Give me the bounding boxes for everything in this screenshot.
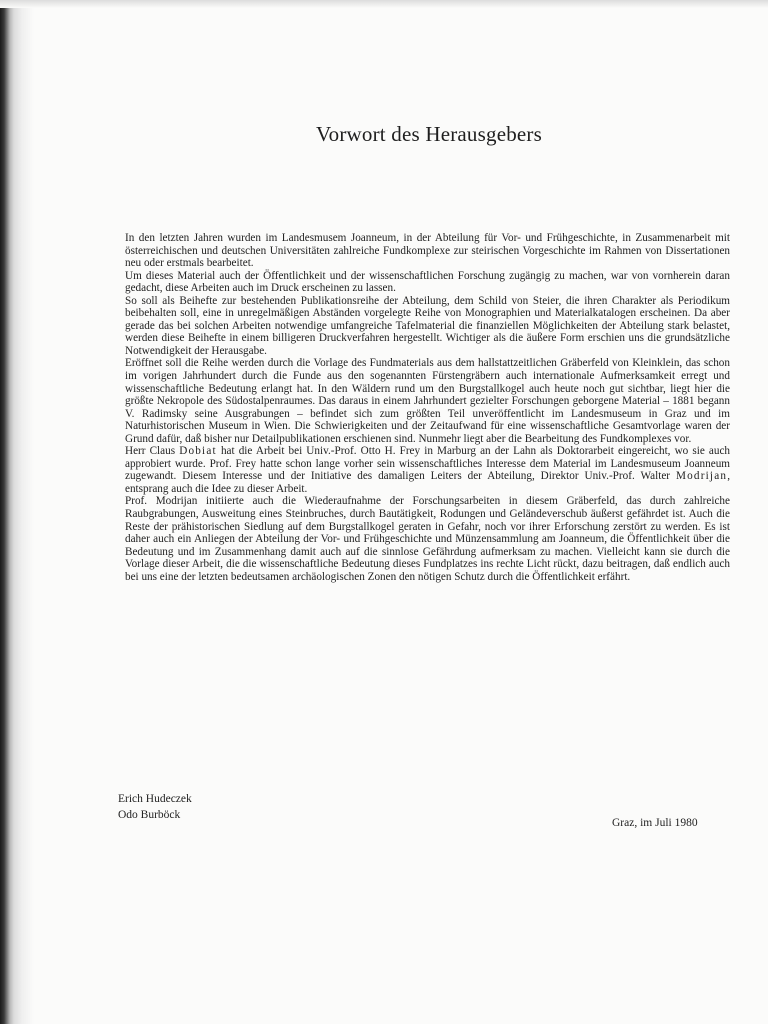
body-paragraph: [125, 357, 730, 445]
body-paragraph: [125, 270, 730, 295]
body-paragraph: [125, 495, 730, 583]
spaced-name: Dobiat: [179, 445, 217, 458]
paragraph-text: Herr Claus: [125, 445, 180, 458]
signatories-block: [118, 791, 192, 823]
page-title: Vorwort des Herausgebers: [315, 122, 543, 146]
paragraph-text: Eröffnet soll die Reihe werden durch die Vorlage des Fundmaterials aus dem hallstattzeitlichen Gräberfeld von Kleinklein, das schon im vorigen Jahrhundert durch die Funde aus den sogenannten Fürstengräbern auch internationale Aufmerksamkeit erregt und wissenschaftliche Bedeutung erlangt hat. In den Wäldern rund um den Burgstallkogel auch heute noch gut sichtbar, liegt hier die größte Nekropole des Südostalpenraumes. Das daraus in einem Jahrhundert gezielter Forschungen geborgene Material – 1881 begann V. Radimsky seine Ausgrabungen – befindet sich zum größten Teil unveröffentlicht im Landesmuseum in Graz und im Naturhistorischen Museum in Wien. Die Schwierigkeiten und der Zeitaufwand für eine wissenschaftliche Gesamtvorlage waren der Grund dafür, daß bisher nur Detailpublikationen erschienen sind. Nunmehr liegt aber die Bearbeitung des Fundkomplexes vor.: [125, 357, 730, 445]
paragraph-text: Um dieses Material auch der Öffentlichkeit und der wissenschaftlichen Forschung zugängig zu machen, war von vornherein daran gedacht, diese Arbeiten auch im Druck erscheinen zu lassen.: [125, 269, 730, 295]
page-top-shade: [0, 0, 768, 8]
place-and-date: Graz, im Juli 1980: [612, 817, 698, 829]
paragraph-text: hat die Arbeit bei Univ.-Prof. Otto H. Frey in Marburg an der Lahn als Doktorarbeit eingereicht, wo sie auch approbiert wurde. Prof. Frey hatte schon lange vorher sein wissenschaftliches Interesse dem Material im Landesmuseum Joanneum zugewandt. Diesem Interesse und der Initiative des damaligen Leiters der Abteilung, Direktor Univ.-Prof. Walter: [125, 445, 730, 483]
body-paragraph: [125, 445, 730, 495]
signatory-name: Odo Burböck: [118, 809, 181, 821]
spaced-name: Modrijan: [675, 470, 728, 483]
body-paragraph: [125, 232, 730, 270]
paragraph-text: So soll als Beihefte zur bestehenden Publikationsreihe der Abteilung, dem Schild von Steier, die ihren Charakter als Periodikum beibehalten soll, eine in unregelmäßigen Abständen vorgelegte Reihe von Monographien und Materialkatalogen erscheinen. Da aber gerade das bei solchen Arbeiten notwendige umfangreiche Tafelmaterial die finanziellen Möglichkeiten der Abteilung stark belastet, werden diese Beihefte in einem billigeren Druckverfahren hergestellt. Wichtiger als die äußere Form erschien uns die grundsätzliche Notwendigkeit der Herausgabe.: [125, 294, 730, 357]
body-paragraph: [125, 295, 730, 358]
foreword-body: [125, 232, 730, 583]
paragraph-text: Prof. Modrijan initiierte auch die Wiederaufnahme der Forschungsarbeiten in diesem Gräberfeld, das durch zahlreiche Raubgrabungen, Ausweitung eines Steinbruches, durch Bautätigkeit, Rodungen und Geländeverschub äußerst gefährdet ist. Auch die Reste der prähistorischen Siedlung auf dem Burgstallkogel geraten in Gefahr, noch vor ihrer Erforschung zerstört zu werden. Es ist daher auch ein Anliegen der Abteilung der Vor- und Frühgeschichte und Münzensammlung am Joanneum, die Öffentlichkeit über die Bedeutung und im Zusammenhang damit auch auf die sinnlose Gefährdung aufmerksam zu machen. Vielleicht kann sie durch die Vorlage dieser Arbeit, die die wissenschaftliche Bedeutung dieses Fundplatzes ins rechte Licht rückt, dazu beitragen, daß endlich auch bei uns eine der letzten bedeutsamen archäologischen Zonen den nötigen Schutz durch die Öffentlichkeit erfährt.: [125, 495, 730, 583]
signatory-name: Erich Hudeczek: [118, 793, 192, 805]
book-binding-shadow: [0, 0, 34, 1024]
paragraph-text: In den letzten Jahren wurden im Landesmusem Joanneum, in der Abteilung für Vor- und Frühgeschichte, in Zusammenarbeit mit österreichischen und deutschen Universitäten zahlreiche Fundkomplexe zur steirischen Vorgeschichte im Rahmen von Dissertationen neu oder erstmals bearbeitet.: [125, 232, 730, 270]
paragraph-text: , entsprang auch die Idee zu dieser Arbeit.: [125, 470, 730, 495]
